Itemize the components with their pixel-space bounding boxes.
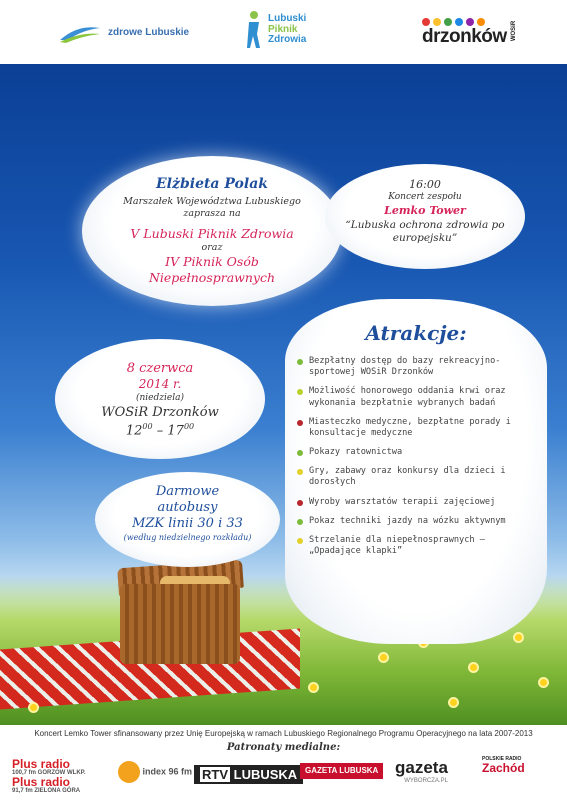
concert-cloud: [325, 164, 525, 269]
invites-text: zaprasza na: [183, 208, 241, 219]
index-radio-logo: index 96 fm: [118, 761, 192, 783]
attraction-item: Pokazy ratownictwa: [297, 447, 539, 458]
bullet-dot-icon: [297, 469, 303, 475]
bullet-dot-icon: [297, 420, 303, 426]
lubuski-piknik-zdrowia-logo: [246, 10, 306, 50]
event-day: (niedziela): [136, 393, 184, 403]
event-2-title: [82, 254, 342, 285]
flower-icon: [470, 664, 477, 671]
bullet-dot-icon: [297, 359, 303, 365]
flower-icon: [310, 684, 317, 691]
attractions-cloud: [285, 299, 547, 644]
bullet-dot-icon: [297, 538, 303, 544]
concert-title: “Lubuska ochrona zdrowia po europejsku”: [345, 219, 505, 244]
event-date: 8 czerwca: [126, 361, 194, 376]
bullet-dot-icon: [297, 519, 303, 525]
flower-icon: [515, 634, 522, 641]
logo-lpz-line2: Piknik: [268, 23, 298, 35]
event-hours: $12^{00} - 17^{00}$: [125, 422, 195, 439]
drzonkow-wordmark: drzonków: [422, 26, 507, 47]
zdrowe-lubuskie-text: zdrowe Lubuskie: [108, 26, 190, 38]
bus-cloud: [95, 472, 280, 567]
index-radio-icon: [118, 761, 140, 783]
bullet-dot-icon: [297, 450, 303, 456]
attraction-item: Strzelanie dla niepełnosprawnych – „Opadające klapki”: [297, 535, 539, 557]
flower-icon: [380, 654, 387, 661]
wosir-label: WOSiR: [511, 20, 518, 42]
flower-icon: [540, 679, 547, 686]
gazeta-lubuska-logo: GAZETA LUBUSKA: [300, 763, 383, 779]
and-text: oraz: [201, 242, 223, 253]
bus-line1: Darmowe: [155, 484, 220, 499]
event-year: 2014 r.: [138, 377, 182, 391]
rtv-lubuska-logo: RTV LUBUSKA: [194, 765, 303, 784]
drzonkow-dots-icon: [422, 18, 485, 26]
concert-time: 16:00: [409, 178, 441, 191]
inviter-name: Elżbieta Polak: [156, 176, 268, 192]
plus-radio-logo: Plus radio 100,7 fm GORZÓW WLKP. Plus radio 91,7 fm ZIELONA GÓRA: [12, 757, 86, 794]
bus-line4: (według niedzielnego rozkładu): [123, 533, 252, 542]
runner-icon: [246, 10, 262, 50]
date-cloud: [55, 339, 265, 459]
patronage-heading: Patronaty medialne:: [226, 742, 341, 753]
header-logos: [0, 0, 567, 64]
drzonkow-logo: [422, 18, 518, 47]
invitation-cloud: [82, 156, 342, 306]
bullet-dot-icon: [297, 389, 303, 395]
event-place: WOSiR Drzonków: [101, 405, 219, 420]
band-name: Lemko Tower: [384, 204, 466, 217]
inviter-role: Marszałek Województwa Lubuskiego: [123, 196, 301, 207]
flower-icon: [450, 699, 457, 706]
picnic-basket: [120, 584, 240, 664]
attractions-heading: Atrakcje:: [365, 321, 467, 345]
zdrowe-lubuskie-logo: [58, 22, 189, 44]
attraction-item: Gry, zabawy oraz konkursy dla dzieci i dorosłych: [297, 466, 539, 488]
poster: [0, 64, 567, 725]
event-1-title: V Lubuski Piknik Zdrowia: [130, 226, 294, 241]
attractions-list: [297, 356, 539, 565]
logo-lpz-line1: Lubuski: [268, 13, 307, 25]
gazeta-wyborcza-logo: gazeta WYBORCZA.PL: [395, 758, 448, 784]
funding-note: Koncert Lemko Tower sfinansowany przez Unię Europejską w ramach Lubuskiego Regionalnego Programu Operacyjnego na lata 2007-2013: [34, 729, 533, 738]
event-2-line2: Niepełnosprawnych: [148, 269, 276, 285]
attraction-item: Bezpłatny dostęp do bazy rekreacyjno-sportowej WOSiR Drzonków: [297, 356, 539, 378]
event-2-line1: IV Piknik Osób: [165, 254, 259, 269]
footer: [0, 725, 567, 800]
bullet-dot-icon: [297, 500, 303, 506]
attraction-item: Miasteczko medyczne, bezpłatne porady i konsultacje medyczne: [297, 417, 539, 439]
flower-icon: [30, 704, 37, 711]
zdrowe-lubuskie-mark-icon: [58, 22, 102, 44]
attraction-item: Wyroby warsztatów terapii zajęciowej: [297, 497, 539, 508]
concert-label: Koncert zespołu: [388, 192, 462, 202]
logo-lpz-line3: Zdrowia: [268, 34, 307, 46]
bus-line3: MZK linii 30 i 33: [132, 516, 243, 531]
attraction-item: Pokaz techniki jazdy na wózku aktywnym: [297, 516, 539, 527]
attraction-item: Możliwość honorowego oddania krwi oraz wykonania bezpłatnie wybranych badań: [297, 386, 539, 408]
polskie-radio-zachod-logo: POLSKIE RADIO Zachód: [482, 756, 525, 775]
bus-line2: autobusy: [157, 500, 218, 515]
